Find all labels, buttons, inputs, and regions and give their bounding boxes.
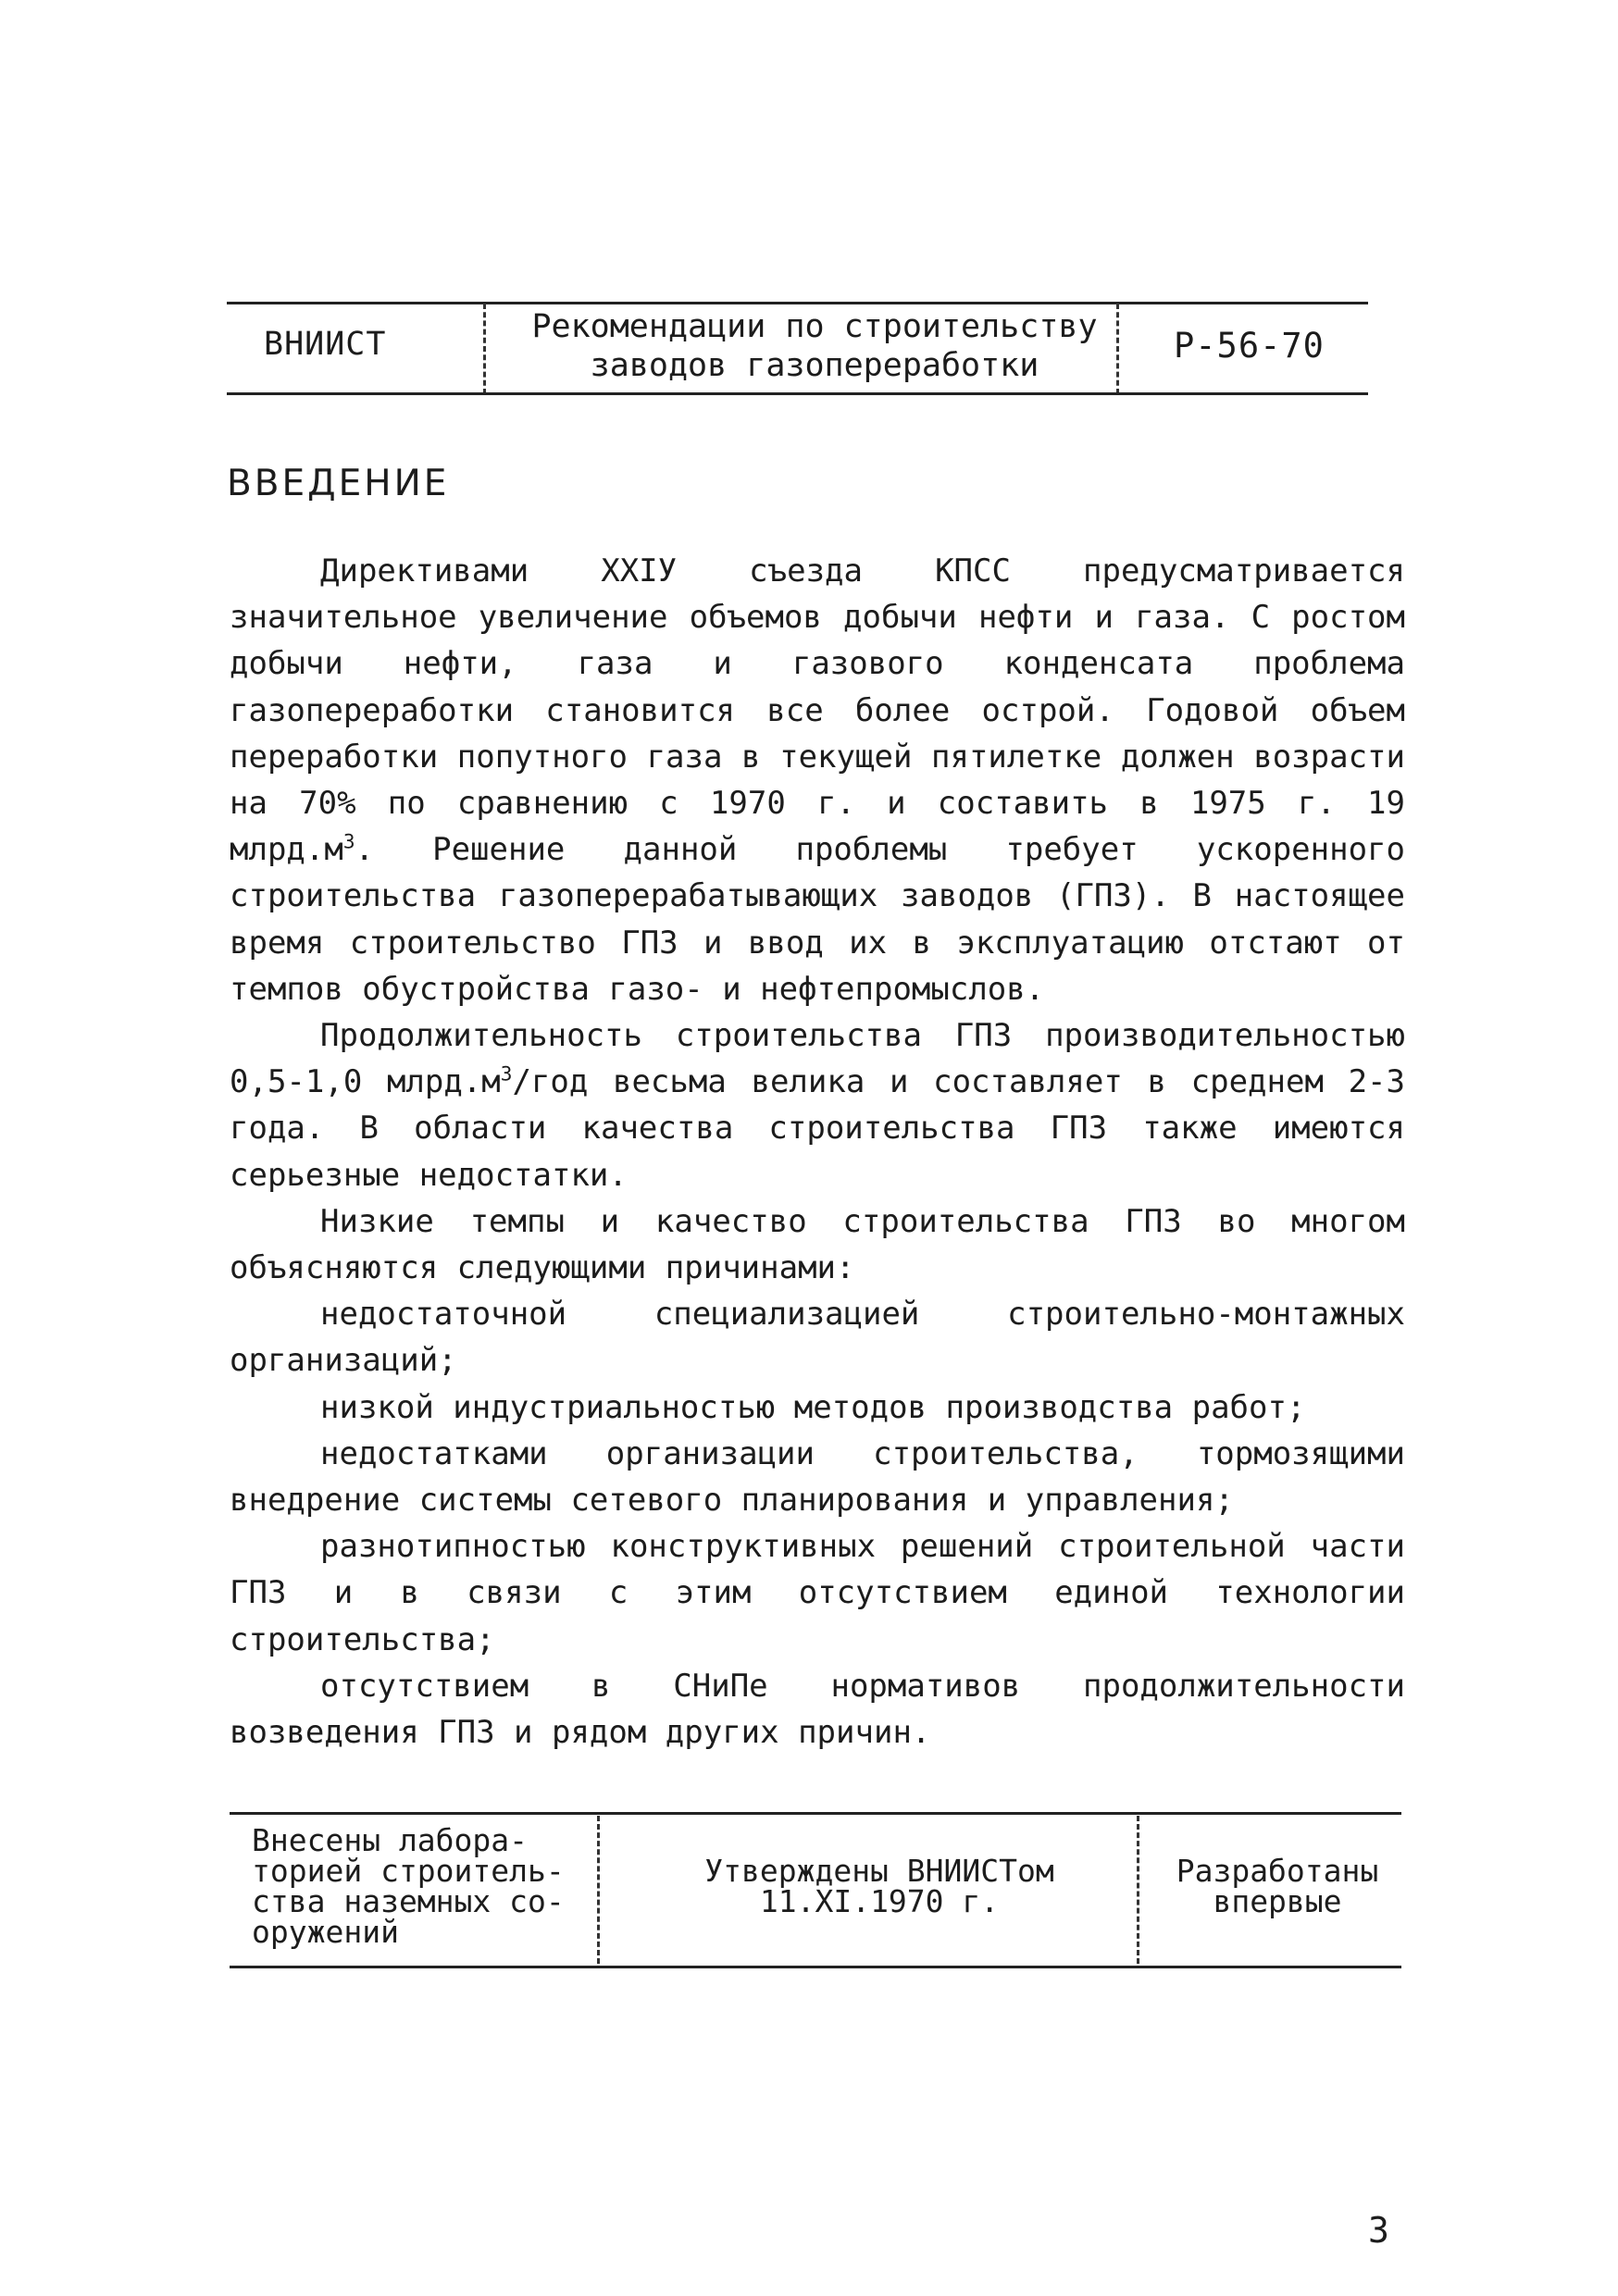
paragraph-1: Директивами XXIУ съезда КПСС предусматривается значительное увеличение объемов добычи нефти и газа. С ростом добычи нефти, газа и газового конденсата проблема газопереработки становится все более острой. Годовой объем переработки попутного газа в текущей пятилетке должен возрасти на 70% по сравнению с 1970 г. и составить в 1975 г. 19 $млрд.м^3$. Решение данной проблемы требует ускоренного строительства газоперерабатывающих заводов (ГПЗ). В настоящее время строительство ГПЗ и ввод их в эксплуатацию отстают от темпов обустройства газо- и нефтепромыслов. [230,552,1405,1008]
header-top-rule [227,302,1368,304]
footer-submitted-by: Внесены лабора- торией строитель- ства наземных со- оружений [252,1822,565,1950]
document-title-line1: Рекомендации по строительству [531,308,1098,345]
footer-developed-first-time: Разработаны впервые [1176,1853,1379,1919]
list-item-1: недостаточной специализацией строительно-монтажных организаций; [230,1296,1405,1380]
header-divider-2 [1116,304,1119,394]
paragraph-3: Низкие темпы и качество строительства ГПЗ во многом объясняются следующими причинами: [230,1202,1405,1287]
section-heading: ВВЕДЕНИЕ [227,463,450,504]
footer-top-rule [230,1812,1401,1815]
footer-approved-by: Утверждены ВНИИСТом 11.XI.1970 г. [704,1853,1054,1919]
list-item-2: низкой индустриальностью методов производства работ; [320,1388,1306,1426]
document-code: Р-56-70 [1174,326,1325,366]
footer-divider-1 [597,1816,600,1964]
footer-bottom-rule [230,1966,1401,1968]
list-item-5: отсутствием в СНиПе нормативов продолжительности возведения ГПЗ и рядом других причин. [230,1667,1405,1752]
paragraph-2: Продолжительность строительства ГПЗ производительностью 0,5-1,0 $млрд.м^3$/год весьма велика и составляет в среднем 2-3 года. В области качества строительства ГПЗ также имеются серьезные недостатки. [230,1017,1405,1194]
header-bottom-rule [227,392,1368,395]
list-item-3: недостатками организации строительства, тормозящими внедрение системы сетевого планирования и управления; [230,1434,1405,1520]
body-text [230,548,1405,1756]
footer-divider-2 [1137,1816,1139,1964]
document-title-line2: заводов газопереработки [590,347,1039,384]
page-number: 3 [1368,2210,1389,2251]
header-divider-1 [483,304,486,394]
list-item-4: разнотипностью конструктивных решений строительной части ГПЗ и в связи с этим отсутствием единой технологии строительства; [230,1528,1405,1658]
organization-name: ВНИИСТ [264,326,387,363]
document-title [518,307,1111,385]
